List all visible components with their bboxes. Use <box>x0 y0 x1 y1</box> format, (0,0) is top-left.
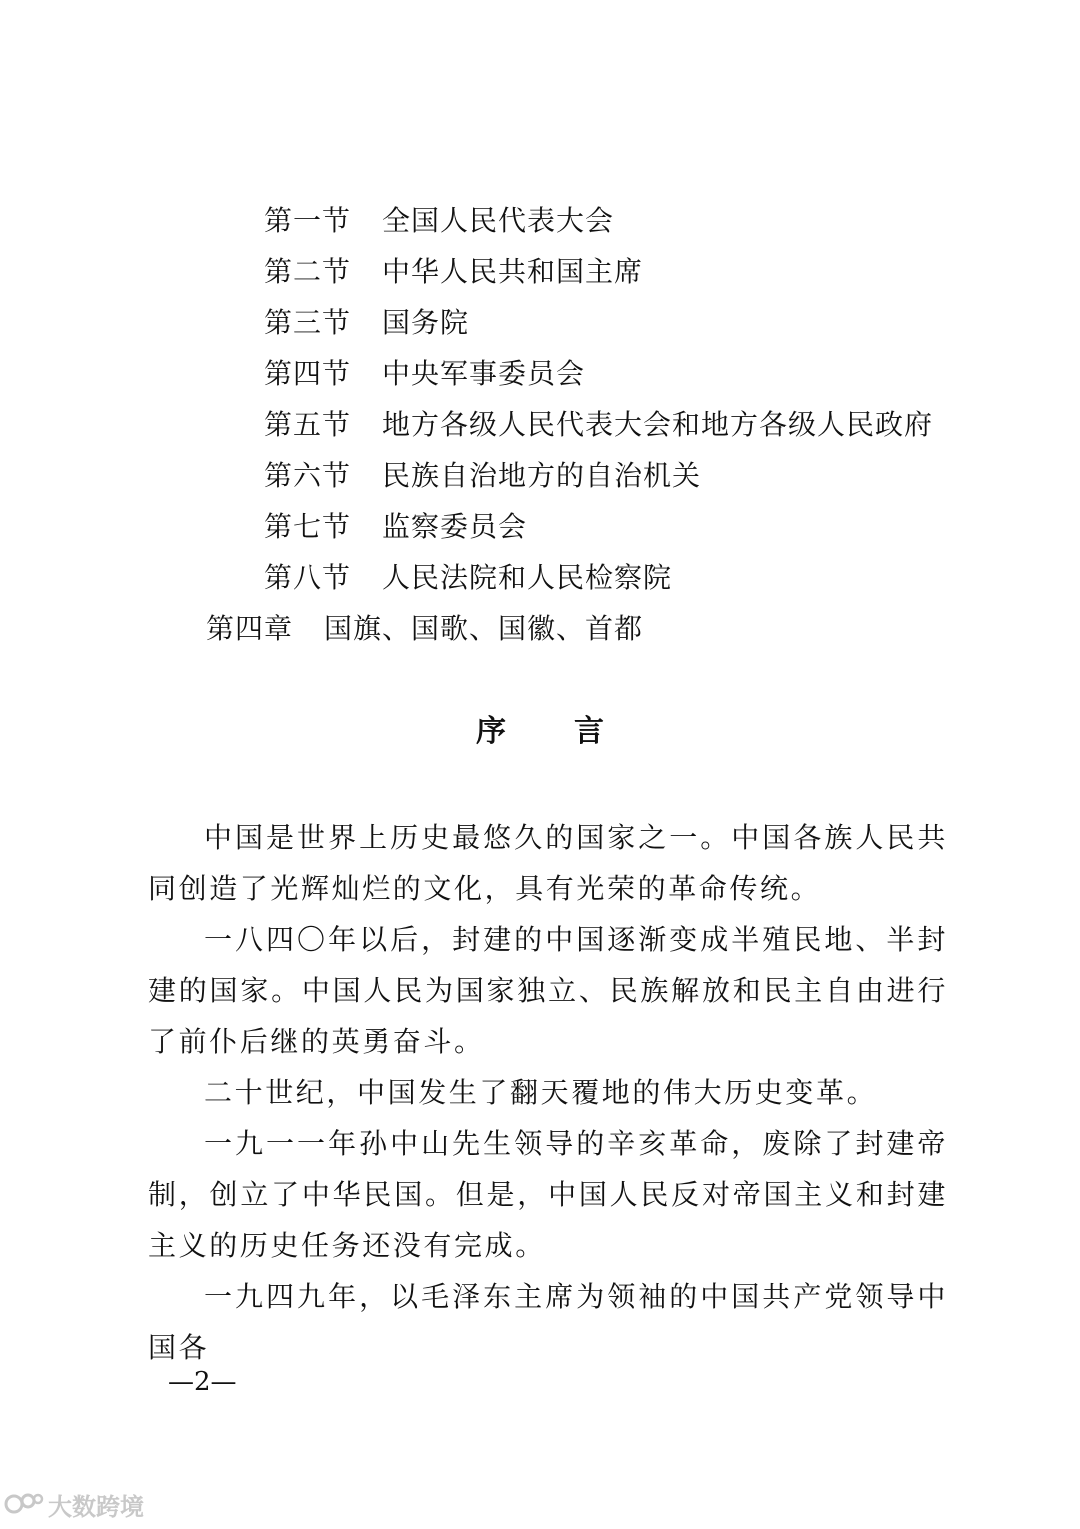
toc-section-6 <box>264 459 701 493</box>
preface-paragraph-3: 二十世纪，中国发生了翻天覆地的伟大历史变革。 <box>204 1076 878 1109</box>
preface-paragraph-1: 中国是世界上历史最悠久的国家之一。中国各族人民共同创造了光辉灿烂的文化，具有光荣的革命传统。 <box>148 821 948 905</box>
toc-section-title: 中央军事委员会 <box>382 357 586 390</box>
toc-section-number: 第四节 <box>264 357 352 390</box>
brand-logo-icon <box>4 1489 44 1519</box>
toc-chapter-number: 第四章 <box>206 612 294 645</box>
toc-section-title: 人民法院和人民检察院 <box>382 561 673 594</box>
watermark-text: 大数跨境 <box>48 1492 144 1521</box>
toc-section-number: 第七节 <box>264 510 352 543</box>
preface-paragraph-2: 一八四〇年以后，封建的中国逐渐变成半殖民地、半封建的国家。中国人民为国家独立、民族解放和民主自由进行了前仆后继的英勇奋斗。 <box>148 923 948 1058</box>
preface-body <box>148 812 948 1373</box>
preface-heading <box>0 712 1080 752</box>
preface-heading-char-2: 言 <box>574 714 604 749</box>
toc-section-number: 第一节 <box>264 204 352 237</box>
watermark <box>4 1486 144 1522</box>
toc-chapter-4 <box>206 612 643 646</box>
page-number: —2— <box>168 1367 237 1397</box>
toc-section-title: 地方各级人民代表大会和地方各级人民政府 <box>382 408 934 441</box>
preface-heading-char-1: 序 <box>476 714 506 749</box>
preface-paragraph-4: 一九一一年孙中山先生领导的辛亥革命，废除了封建帝制，创立了中华民国。但是，中国人民反对帝国主义和封建主义的历史任务还没有完成。 <box>148 1127 948 1262</box>
toc-section-4 <box>264 357 585 391</box>
toc-section-5 <box>264 408 933 442</box>
toc-section-3 <box>264 306 469 340</box>
toc-chapter-title: 国旗、国歌、国徽、首都 <box>324 612 644 645</box>
toc-section-number: 第五节 <box>264 408 352 441</box>
toc-section-2 <box>264 255 643 289</box>
toc-section-title: 全国人民代表大会 <box>382 204 615 237</box>
toc-section-1 <box>264 204 614 238</box>
toc-section-number: 第八节 <box>264 561 352 594</box>
toc-section-number: 第二节 <box>264 255 352 288</box>
toc-section-8 <box>264 561 672 595</box>
toc-section-number: 第六节 <box>264 459 352 492</box>
toc-section-number: 第三节 <box>264 306 352 339</box>
toc-section-title: 监察委员会 <box>382 510 528 543</box>
toc-section-title: 国务院 <box>382 306 470 339</box>
toc-section-7 <box>264 510 527 544</box>
toc-section-title: 中华人民共和国主席 <box>382 255 644 288</box>
toc-section-title: 民族自治地方的自治机关 <box>382 459 702 492</box>
preface-paragraph-5: 一九四九年，以毛泽东主席为领袖的中国共产党领导中国各 <box>148 1280 948 1364</box>
